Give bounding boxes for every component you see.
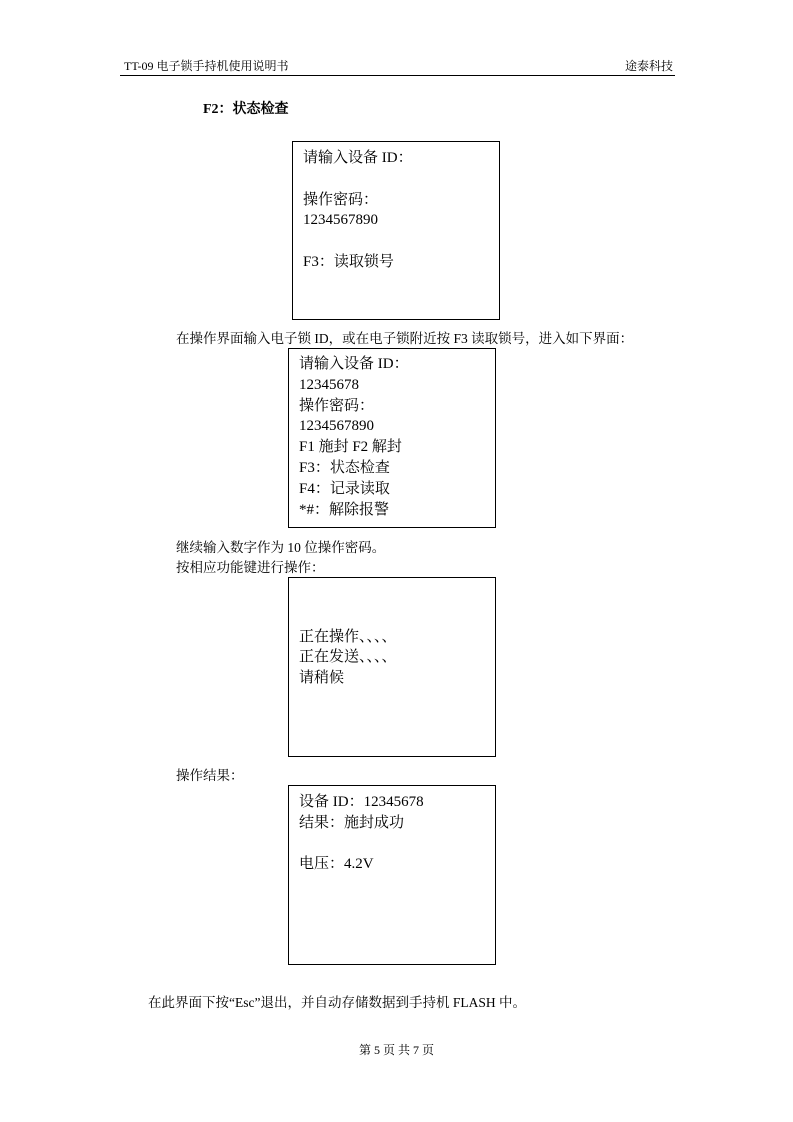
screen-line: [299, 606, 485, 627]
page-number: 第 5 页 共 7 页: [358, 1043, 434, 1057]
screen-line: 设备 ID：12345678: [299, 794, 424, 810]
device-screen-result: [288, 785, 496, 965]
screen-line: 请稍候: [299, 670, 345, 687]
company-name: 途泰科技: [624, 59, 673, 73]
section-title: F2：状态检查: [203, 102, 289, 117]
screen-line: 正在发送、、、、: [299, 649, 397, 666]
screen-line: [299, 585, 485, 606]
screen-line: 电压：4.2V: [299, 856, 374, 873]
screen-line: F4：记录读取: [299, 480, 390, 497]
instruction-paragraph: 继续输入数字作为 10 位操作密码。: [176, 540, 386, 555]
instruction-paragraph: 按相应功能键进行操作：: [176, 560, 325, 575]
screen-line: 请输入设备 ID：: [303, 150, 413, 166]
screen-line: F3：状态检查: [299, 459, 390, 476]
screen-line: [303, 169, 489, 190]
screen-line: 1234567890: [299, 418, 374, 435]
screen-line: 请输入设备 ID：: [299, 356, 409, 372]
screen-line: *#：解除报警: [299, 501, 390, 518]
header-divider: [120, 75, 675, 76]
screen-line: [303, 231, 489, 252]
device-screen-input-id: [292, 141, 500, 320]
screen-line: F1 施封 F2 解封: [299, 439, 402, 456]
screen-line: 12345678: [299, 376, 359, 393]
instruction-paragraph: 在此界面下按“Esc”退出，并自动存储数据到手持机 FLASH 中。: [148, 995, 526, 1010]
screen-line: 操作密码：: [299, 397, 375, 414]
screen-line: 操作密码：: [303, 191, 379, 208]
screen-line: 1234567890: [303, 212, 378, 229]
instruction-paragraph: 操作结果：: [176, 768, 244, 783]
document-header-title: TT-09 电子锁手持机使用说明书: [124, 59, 289, 73]
screen-line: [299, 834, 485, 855]
device-screen-processing: [288, 577, 496, 757]
screen-line: F3：读取锁号: [303, 253, 394, 270]
screen-line: 结果：施封成功: [299, 814, 405, 831]
screen-line: 正在操作、、、、: [299, 628, 397, 645]
device-screen-menu: [288, 348, 496, 528]
instruction-paragraph: 在操作界面输入电子锁 ID，或在电子锁附近按 F3 读取锁号，进入如下界面：: [176, 331, 634, 346]
